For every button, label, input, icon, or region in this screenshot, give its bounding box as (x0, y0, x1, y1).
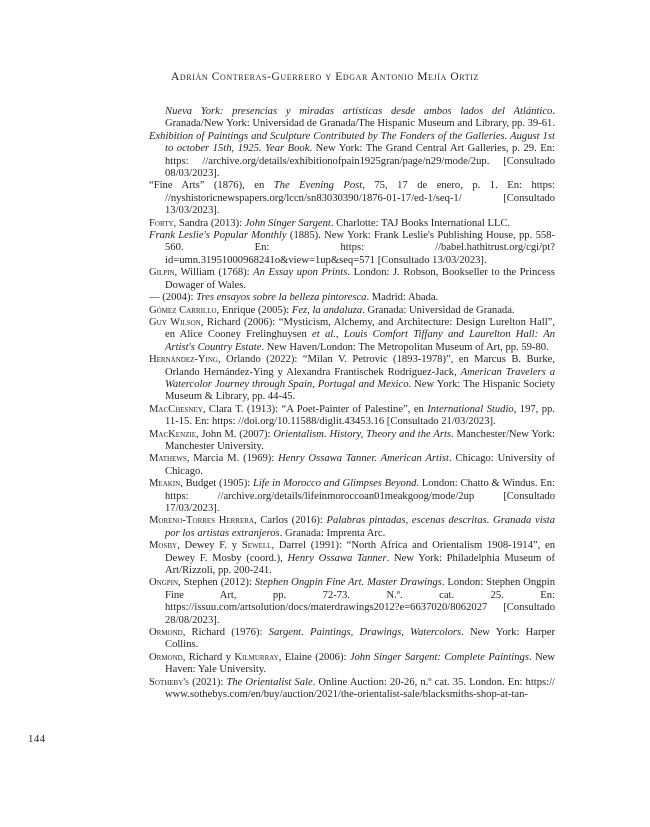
reference-author: Meakin (149, 478, 181, 490)
reference-title: An Essay upon Prints (253, 267, 348, 279)
reference-entry (149, 677, 555, 702)
reference-entry (149, 577, 555, 627)
reference-title: The Evening Post (273, 180, 363, 192)
bibliography-list (149, 106, 555, 702)
reference-author: Guy Wilson (149, 316, 201, 328)
reference-text: , 197, pp. 11-15. En: https: //doi.org/10.11588/diglit.43453.16 [Consultado 21/03/2023]. (165, 403, 555, 428)
reference-author: Moreno-Torres Herrera (149, 515, 255, 527)
reference-title: International Studio (427, 403, 514, 415)
reference-text: . London: Chatto & Windus. En: https: //archive.org/details/lifeinmoroccoan01meakgoog/mode/2up [Consultado 17/03/2023]. (165, 478, 555, 514)
reference-title: Henry Ossawa Tanner (287, 552, 387, 564)
reference-text: , Enrique (2005): (216, 304, 292, 316)
reference-title: Exhibition of Paintings and Sculpture Contributed by The Fonders of the Galleries. August 1st to october 15th, 1925. Year Book (149, 130, 555, 155)
running-head: Adrián Contreras-Guerrero y Edgar Antonio Mejía Ortiz (171, 71, 479, 83)
reference-text: (2021): (189, 676, 227, 688)
reference-text: . Granada/New York: Universidad de Granada/The Hispanic Museum and Library, pp. 39-61. (165, 106, 556, 130)
reference-author: Forty (149, 217, 174, 229)
reference-text: . New Haven: Yale University. (165, 651, 555, 676)
reference-entry (149, 180, 555, 217)
reference-text: . Online Auction: 20-26, n.º cat. 35. London. En: https:// www.sothebys.com/en/buy/auction/2021/the-orientalist-sale/blacksmiths-shop-at-tan- (165, 676, 555, 701)
reference-text: , William (1768): (174, 267, 254, 279)
reference-title: Orientalism. History, Theory and the Arts (273, 428, 452, 440)
reference-entry (149, 131, 555, 181)
reference-entry (149, 230, 555, 267)
reference-text: . Granada: Imprenta Arc. (279, 527, 386, 539)
reference-text: . Chicago: University of Chicago. (165, 453, 555, 477)
reference-title: et al. (312, 329, 336, 341)
reference-text: . Granada: Universidad de Granada. (362, 304, 515, 316)
reference-author: Ormond (149, 627, 183, 639)
reference-author: MacKenzie (149, 428, 197, 440)
reference-author: Sotheby's (149, 676, 190, 688)
reference-text: . London: J. Robson, Bookseller to the Princess Dowager of Wales. (165, 267, 555, 291)
reference-entry (149, 478, 555, 515)
reference-text: “Fine Arts” (1876), en (149, 180, 274, 192)
reference-text: , Stephen (2012): (178, 577, 255, 589)
reference-title: Louis Comfort Tiffany and Laurelton Hall: An Artist's Country Estate (165, 329, 556, 353)
reference-text: , Elaine (2006): (278, 651, 350, 663)
reference-title: Life in Morocco and Glimpses Beyond (252, 478, 417, 490)
reference-text: — (2004): (149, 292, 197, 304)
reference-entry (149, 305, 555, 317)
reference-entry (149, 106, 555, 131)
reference-title: Henry Ossawa Tanner. American Artist (278, 453, 449, 465)
reference-text: , Richard (1976): (182, 627, 269, 639)
reference-author: Gómez Carrillo (149, 304, 217, 316)
reference-entry (149, 354, 555, 404)
reference-text: . Madrid: Abada. (366, 292, 439, 304)
reference-entry (149, 627, 555, 652)
reference-author: Mathews (149, 453, 187, 465)
reference-text: . Manchester/New York: Manchester University. (165, 428, 556, 452)
reference-entry (149, 267, 555, 292)
reference-entry (149, 515, 555, 540)
reference-text: , Orlando (2022): “Milan V. Petrovic (1893-1978)”, en Marcus B. Burke, Orlando Hernández-Ying y Alexandra Frantischek Rodríguez-Jack, (165, 354, 555, 378)
reference-author: Kilmurray (234, 651, 279, 663)
reference-text: . Charlotte: TAJ Books International LLC. (330, 217, 511, 229)
reference-title: Nueva York: presencias y miradas artísticas desde ambos lados del Atlántico (165, 106, 553, 117)
reference-text: . New York: Harper Collins. (165, 627, 555, 651)
reference-title: The Orientalist Sale (226, 676, 313, 688)
reference-entry (149, 453, 555, 478)
reference-text: . New York: The Grand Central Art Galleries, p. 29. En: https: //archive.org/details/exhibitionofpain1925gran/page/n29/mode/2up. [Consultado 08/03/2023]. (165, 143, 556, 180)
reference-author: Mosby (149, 540, 178, 552)
reference-entry (149, 429, 555, 454)
reference-title: Tres ensayos sobre la belleza pintoresca (196, 292, 367, 304)
reference-text: . New Haven/London: The Metropolitan Museum of Art, pp. 59-80. (261, 341, 549, 353)
reference-text: , (335, 329, 344, 341)
reference-title: Palabras pintadas, escenas descritas. Granada vista por los artistas extranjeros (165, 515, 555, 539)
reference-entry (149, 317, 555, 354)
reference-text: , Budget (1905): (180, 478, 253, 490)
reference-text: , Sandra (2013): (173, 217, 245, 229)
reference-text: , Richard y (182, 651, 235, 663)
reference-entry (149, 292, 555, 304)
reference-text: , Carlos (2016): (254, 515, 327, 527)
reference-author: Ormond (149, 651, 183, 663)
reference-author: Ongpin (149, 577, 179, 589)
reference-title: Frank Leslie's Popular Monthly (149, 230, 287, 242)
reference-author: Sewell (241, 540, 272, 552)
reference-entry (149, 540, 555, 577)
reference-text: , Clara T. (1913): “A Poet-Painter of Palestine”, en (202, 403, 428, 415)
reference-author: Hernández-Ying (149, 354, 218, 366)
page-number: 144 (28, 733, 46, 745)
reference-text: . New York: The Hispanic Society Museum & Library, pp. 44-45. (165, 378, 556, 403)
reference-text: , Dewey F. y (177, 540, 242, 552)
reference-text: , Marcia M. (1969): (186, 453, 279, 465)
reference-text: , John M. (2007): (196, 428, 274, 440)
reference-entry (149, 404, 555, 429)
reference-text: , 75, 17 de enero, p. 1. En: https: //nyshistoricnewspapers.org/lccn/sn83030390/1876-01-17/ed-1/seq-1/ [Consultado 13/03/2023]. (165, 180, 555, 217)
reference-entry (149, 652, 555, 677)
reference-title: John Singer Sargent: Complete Paintings (349, 651, 529, 663)
reference-text: (1885). New York: Frank Leslie's Publishing House, pp. 558-560. En: https: //babel.hathitrust.org/cgi/pt?id=umn.31951000968241o&view=1up&seq=571 [Consultado 13/03/2023]. (165, 230, 555, 266)
reference-text: , Richard (2006): “Mysticism, Alchemy, and Architecture: Design Lurelton Hall”, en Alice Cooney Frelinghuysen (165, 316, 556, 341)
reference-title: Fez, la andaluza (291, 304, 363, 316)
reference-title: John Singer Sargent (244, 217, 331, 229)
reference-entry (149, 218, 555, 230)
reference-text: . New York: Philadelphia Museum of Art/Rizzoli, pp. 200-241. (165, 552, 555, 577)
reference-author: MacChesney (149, 403, 203, 415)
reference-author: Gilpin (149, 267, 175, 279)
reference-title: Stephen Ongpin Fine Art. Master Drawings (254, 577, 442, 589)
reference-text: , Darrel (1991): “North Africa and Orientalism 1908-1914”, en Dewey F. Mosby (coord.), (165, 540, 555, 564)
reference-text: . London: Stephen Ongpin Fine Art, pp. 72-73. N.º. cat. 25. En: https://issuu.com/artsolution/docs/materdrawings2012?e=6637020/8062027 [Consultado 28/08/2023]. (165, 577, 555, 626)
reference-title: American Travelers a Watercolor Journey through Spain, Portugal and Mexico (165, 366, 555, 390)
reference-title: Sargent. Paintings, Drawings, Watercolors (268, 627, 462, 639)
